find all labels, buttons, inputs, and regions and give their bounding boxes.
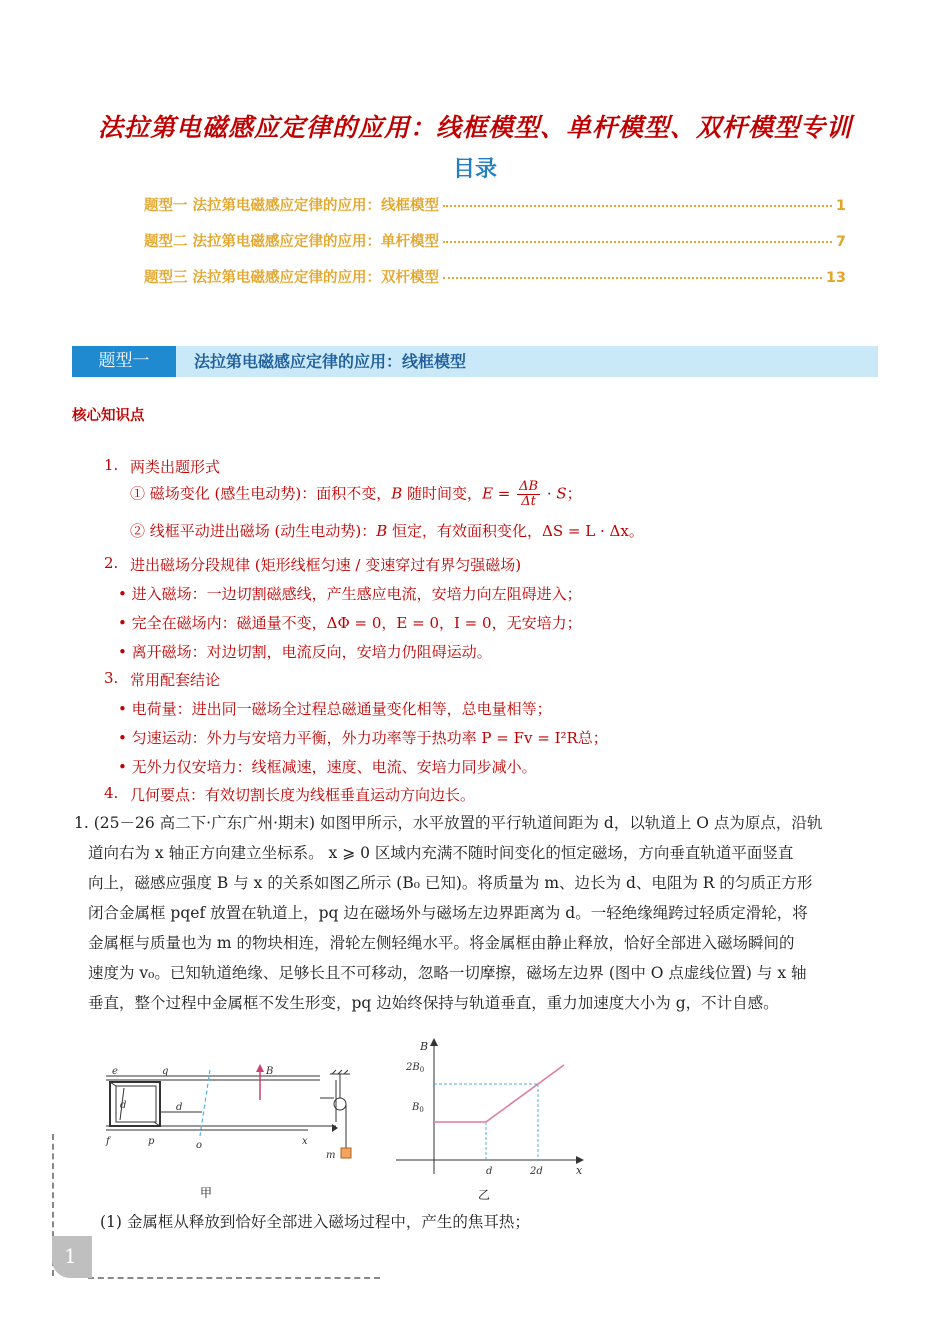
section-header-bar (72, 346, 878, 377)
y-tick-b0 (411, 1102, 424, 1114)
label-q: q (162, 1066, 169, 1077)
problem-line: 速度为 v₀。已知轨道绝缘、足够长且不可移动，忽略一切摩擦，磁场左边界 (图中 O 点虚线位置) 与 x 轴 (88, 964, 807, 982)
kp1-num: 1. (104, 456, 119, 474)
kp2-bullet-2: • 完全在磁场内：磁通量不变，ΔΦ = 0，E = 0，I = 0，无安培力； (118, 614, 582, 632)
problem-line: 向上，磁感应强度 B 与 x 的关系如图乙所示 (B₀ 已知)。将质量为 m、边长为 d、电阻为 R 的匀质正方形 (88, 874, 813, 892)
label-o: o (196, 1140, 203, 1151)
kp4-title: 几何要点：有效切割长度为线框垂直运动方向边长。 (130, 786, 476, 804)
figure-b-caption: 乙 (478, 1188, 491, 1202)
section-name: 法拉第电磁感应定律的应用：线框模型 (194, 352, 467, 371)
label-d-side: d (120, 1100, 127, 1111)
question-1: (1) 金属框从释放到恰好全部进入磁场过程中，产生的焦耳热； (100, 1213, 530, 1231)
fraction-denominator: Δt (521, 494, 536, 509)
toc-item-label: 题型三 法拉第电磁感应定律的应用：双杆模型 (144, 270, 440, 286)
toc-leader (443, 241, 832, 243)
toc-item-label: 题型一 法拉第电磁感应定律的应用：线框模型 (144, 198, 440, 214)
kp3-bullet-1: • 电荷量：进出同一磁场全过程总磁通量变化相等，总电量相等； (118, 700, 552, 718)
toc-item-page: 1 (835, 198, 846, 214)
toc-heading: 目录 (452, 157, 497, 182)
page-number: 1 (64, 1244, 77, 1268)
label-p: p (148, 1136, 155, 1147)
toc-item-1[interactable] (144, 194, 846, 216)
x-tick-2d: 2d (530, 1166, 543, 1177)
toc-item-label: 题型二 法拉第电磁感应定律的应用：单杆模型 (144, 234, 440, 250)
y-axis-label: B (420, 1040, 429, 1053)
toc-item-page: 7 (835, 234, 846, 250)
kp1-b-text: ② 线框平动进出磁场 (动生电动势)： (130, 522, 377, 540)
y-tick-b0-sub: 0 (419, 1106, 424, 1114)
kp1-a-text: ① 磁场变化 (感生电动势)：面积不变， (130, 484, 392, 503)
kp3-title: 常用配套结论 (130, 671, 221, 689)
y-tick-b0-main: B (412, 1102, 420, 1113)
kp3-bullet-3: • 无外力仅安培力：线框减速，速度、电流、安培力同步减小。 (118, 758, 537, 776)
problem-line: 金属框与质量也为 m 的物块相连，滑轮左侧轻绳水平。将金属框由静止释放，恰好全部进入磁场瞬间的 (88, 934, 795, 952)
y-tick-2b0-main: 2B (406, 1062, 420, 1073)
figure-b-graph (386, 1036, 590, 1178)
block-mass (341, 1148, 351, 1158)
kp1-a-var-b: B (391, 484, 403, 503)
problem-line: 闭合金属框 pqef 放置在轨道上，pq 边在磁场外与磁场左边界距离为 d。一轻绝缘绳跨过轻质定滑轮，将 (88, 904, 808, 922)
core-knowledge-label: 核心知识点 (72, 408, 145, 424)
x-axis-label: x (576, 1164, 583, 1177)
label-b: B (266, 1066, 274, 1077)
kp1-a-end: ； (566, 484, 582, 503)
toc-item-3[interactable] (144, 266, 846, 288)
kp1-a-var-s: S (556, 484, 567, 503)
label-f: f (106, 1136, 110, 1147)
label-d-gap: d (176, 1102, 183, 1113)
kp1-a-eq: = (493, 484, 516, 503)
kp1-a-mid: 随时间变， (402, 484, 483, 503)
kp1-a (130, 480, 582, 509)
label-m: m (326, 1150, 336, 1161)
kp2-num: 2. (104, 554, 119, 572)
label-x: x (302, 1136, 308, 1147)
kp2-title: 进出磁场分段规律 (矩形线框匀速 / 变速穿过有界匀强磁场) (130, 556, 522, 574)
kp1-a-dot: · (542, 484, 557, 503)
b-vs-x-series-line (434, 1065, 564, 1122)
fraction-db-dt (517, 480, 540, 509)
kp4-num: 4. (104, 784, 119, 802)
page-frame-dashed-horizontal (88, 1277, 380, 1279)
section-tag: 题型一 (72, 346, 176, 377)
kp1-b (130, 520, 644, 541)
problem-statement (74, 808, 880, 1018)
toc-item-2[interactable] (144, 230, 846, 252)
y-tick-2b0 (405, 1062, 424, 1074)
kp1-a-var-e: E (482, 484, 494, 503)
figure-a-diagram (96, 1060, 366, 1190)
problem-line: 1. (25－26 高二下·广东广州·期末) 如图甲所示，水平放置的平行轨道间距为 d，以轨道上 O 点为原点，沿轨 (74, 814, 823, 832)
kp1-title: 两类出题形式 (130, 458, 221, 476)
x-tick-d: d (486, 1166, 493, 1177)
toc-item-page: 13 (825, 270, 846, 286)
y-tick-2b0-sub: 0 (419, 1066, 425, 1074)
problem-line: 道向右为 x 轴正方向建立坐标系。 x ⩾ 0 区域内充满不随时间变化的恒定磁场，方向垂直轨道平面竖直 (88, 844, 794, 862)
fraction-numerator: ΔB (519, 479, 539, 494)
toc-leader (443, 205, 832, 207)
page-title: 法拉第电磁感应定律的应用：线框模型、单杆模型、双杆模型专训 (97, 113, 852, 142)
toc-leader (443, 277, 822, 279)
label-e: e (112, 1066, 118, 1077)
kp1-b-var-b: B (376, 522, 388, 540)
kp2-bullet-3: • 离开磁场：对边切割，电流反向，安培力仍阻碍运动。 (118, 643, 492, 661)
kp2-bullet-1: • 进入磁场：一边切割磁感线，产生感应电流，安培力向左阻碍进入； (118, 585, 582, 603)
kp3-bullet-2: • 匀速运动：外力与安培力平衡，外力功率等于热功率 P = Fv = I²R总； (118, 729, 608, 747)
kp1-b-rest: 恒定，有效面积变化，ΔS = L · Δx。 (387, 522, 644, 540)
figure-a-caption: 甲 (200, 1186, 213, 1200)
kp3-num: 3. (104, 669, 119, 687)
problem-line: 垂直，整个过程中金属框不发生形变，pq 边始终保持与轨道垂直，重力加速度大小为 g，不计自感。 (88, 994, 779, 1012)
